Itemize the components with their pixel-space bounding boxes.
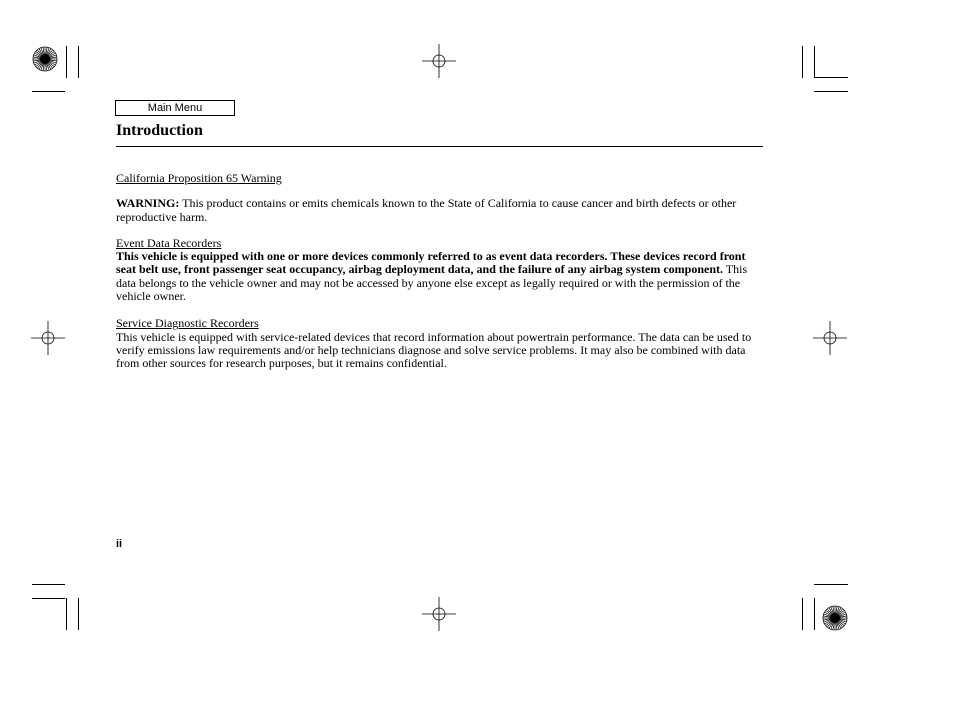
crop-mark	[66, 46, 67, 78]
registration-sunburst-icon	[822, 605, 848, 631]
crop-mark	[814, 584, 848, 585]
crop-mark	[32, 598, 65, 599]
registration-sunburst-icon	[32, 46, 58, 72]
event-data-text: This data belongs to the vehicle owner and may not be accessed by anyone else except as legally required or with the permission of the vehicle owner.	[116, 262, 748, 304]
crosshair-icon	[813, 321, 847, 355]
crosshair-icon	[31, 321, 65, 355]
crop-mark	[32, 91, 65, 92]
crop-mark	[814, 598, 815, 630]
section-body-prop65	[116, 197, 764, 224]
crosshair-icon	[422, 44, 456, 78]
section-body-service-diagnostic: This vehicle is equipped with service-related devices that record information about powertrain performance. The data can be used to verify emissions law requirements and/or help technicians diagnose and solve service problems. It may also be combined with data from other sources for research purposes, but it remains confidential.	[116, 329, 752, 371]
crop-mark	[66, 598, 67, 630]
title-divider	[116, 146, 763, 147]
event-data-bold-text: This vehicle is equipped with one or more devices commonly referred to as event data recorders. These devices record front seat belt use, front passenger seat occupancy, airbag deployment data, and the failure of any airbag system component.	[116, 249, 746, 277]
section-body-event-data	[116, 250, 764, 303]
page-content	[116, 172, 764, 371]
crop-mark	[814, 77, 848, 78]
page-number: ii	[116, 538, 123, 550]
crop-mark	[814, 46, 815, 78]
page-title: Introduction	[116, 122, 203, 139]
section-heading-prop65: California Proposition 65 Warning	[116, 171, 282, 185]
crop-mark	[814, 91, 848, 92]
warning-text: This product contains or emits chemicals known to the State of California to cause cancer and birth defects or other reproductive harm.	[116, 196, 737, 224]
section-heading-event-data: Event Data Recorders	[116, 235, 222, 250]
crosshair-icon	[422, 597, 456, 631]
crop-mark	[78, 46, 79, 78]
crop-mark	[802, 598, 803, 630]
warning-label: WARNING:	[116, 196, 180, 211]
main-menu-button[interactable]: Main Menu	[115, 100, 235, 116]
crop-mark	[802, 46, 803, 78]
crop-mark	[78, 598, 79, 630]
section-heading-service-diagnostic: Service Diagnostic Recorders	[116, 316, 259, 331]
crop-mark	[32, 584, 65, 585]
